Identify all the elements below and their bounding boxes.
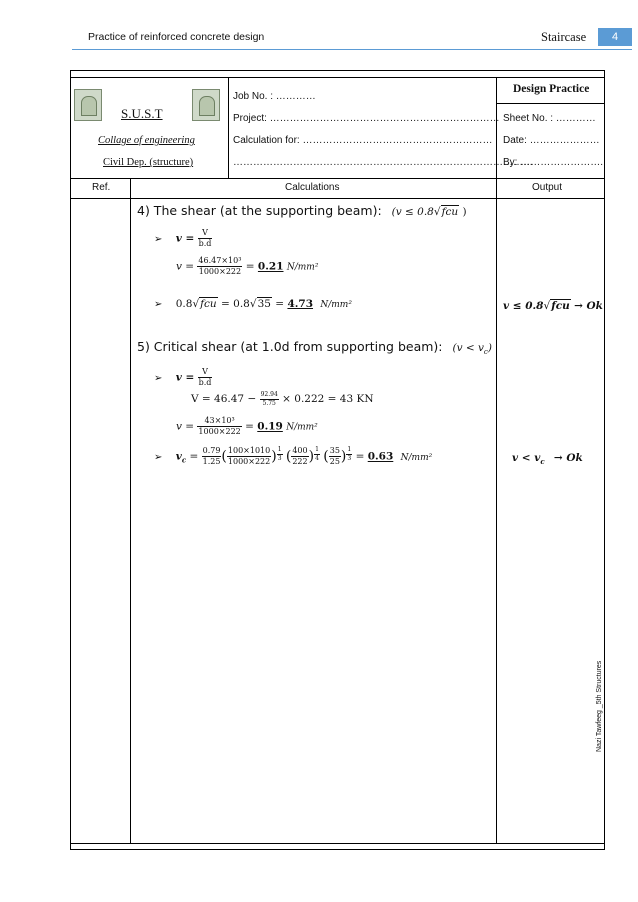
frac-den: 1000×222 bbox=[198, 267, 242, 276]
bullet-arrow-icon: ➢ bbox=[154, 451, 163, 463]
frac-num: 35 bbox=[329, 446, 340, 455]
output-lhs: v < v bbox=[512, 452, 541, 464]
frac-den: 1000×222 bbox=[227, 457, 271, 466]
v-symbol: v = bbox=[175, 371, 195, 384]
frac-den: 1000×222 bbox=[198, 427, 241, 436]
frac-den: b.d bbox=[198, 378, 212, 387]
equals: = bbox=[245, 420, 254, 433]
department-name: Civil Dep. (structure) bbox=[103, 157, 194, 168]
ref-column-divider bbox=[130, 178, 131, 843]
equals: = bbox=[245, 260, 255, 273]
vc-sub: c bbox=[181, 455, 187, 465]
concrete-shear-capacity: ➢ $v_c$ = $\frac{0.79}{1.25}$ ( $\frac{100\times 1010}{1000\times 222}$ ) $\frac{1}{3}$ ( $\frac{400}{222}$ ) $\frac{1}{4}$ ( $\frac{35}{25}$ ) $\frac{1}{3}$ = 0.63 N/mm² bbox=[154, 446, 433, 466]
output-rhs: → Ok bbox=[574, 300, 603, 312]
section-4-title bbox=[137, 203, 467, 218]
condition-end: ) bbox=[462, 206, 467, 218]
shear-formula bbox=[154, 228, 212, 249]
calc-lhs: v = bbox=[176, 260, 195, 273]
frac-den: 1.25 bbox=[202, 457, 221, 466]
coef: 0.8 bbox=[175, 298, 193, 310]
section-5-condition bbox=[452, 342, 492, 357]
output-shear-ok: v ≤ 0.8√fcu → Ok bbox=[503, 300, 603, 312]
title-divider-1 bbox=[228, 77, 229, 178]
title-block-rule bbox=[70, 178, 605, 179]
section-5-title-text: 5) Critical shear (at 1.0d from supporting beam): bbox=[137, 339, 443, 354]
frac-den: 25 bbox=[329, 457, 340, 466]
date-field: Date: ………………… bbox=[503, 135, 600, 146]
condition-text: (v < v bbox=[452, 342, 484, 354]
output-column-divider bbox=[496, 178, 497, 843]
vc-symbol: v bbox=[175, 450, 182, 463]
critical-shear-formula bbox=[154, 367, 212, 388]
section-4-title-text: 4) The shear (at the supporting beam): bbox=[137, 203, 382, 218]
frac-num: 0.79 bbox=[202, 446, 221, 455]
section-4-condition: (v ≤ 0.8√fcu ) bbox=[391, 206, 467, 218]
V-lhs: V = 46.47 − bbox=[191, 393, 257, 405]
frame-top-rule bbox=[70, 77, 605, 78]
ref-column-header: Ref. bbox=[92, 182, 111, 193]
header-section: Staircase bbox=[541, 30, 587, 44]
unit: N/mm² bbox=[286, 422, 318, 433]
university-logo-right bbox=[192, 89, 220, 121]
calculation-line: ……………………………………………………………………………… bbox=[233, 157, 533, 168]
critical-shear-result: 0.19 bbox=[257, 420, 283, 433]
condition-sub: c bbox=[483, 348, 488, 357]
unit: N/mm² bbox=[286, 262, 319, 273]
bullet-arrow-icon: ➢ bbox=[154, 372, 163, 384]
exp-num: 1 bbox=[277, 446, 282, 453]
equals: = bbox=[355, 450, 365, 463]
allowable-shear-check: ➢ 0.8√fcu = 0.8√35 = 4.73 N/mm² bbox=[154, 298, 352, 310]
bullet-arrow-icon: ➢ bbox=[154, 233, 163, 245]
page-number: 4 bbox=[598, 28, 632, 46]
condition-lhs: (v ≤ 0.8 bbox=[391, 206, 434, 218]
org-name: S.U.S.T bbox=[121, 106, 163, 121]
header-title: Practice of reinforced concrete design bbox=[88, 31, 265, 43]
output-rhs: → Ok bbox=[553, 452, 583, 464]
vc-result: 0.63 bbox=[367, 450, 394, 463]
frac-num: 92.94 bbox=[260, 391, 278, 398]
output-radicand: fcu bbox=[551, 300, 570, 312]
equals: = bbox=[189, 450, 199, 463]
output-column-header: Output bbox=[532, 182, 563, 193]
column-header-rule bbox=[70, 198, 605, 199]
design-practice-label: Design Practice bbox=[513, 83, 590, 95]
critical-shear-calculation bbox=[176, 416, 318, 437]
shear-result: 0.21 bbox=[257, 260, 284, 273]
shear-force-calculation bbox=[191, 391, 374, 407]
header-rule bbox=[72, 49, 632, 50]
frac-num: 100×1010 bbox=[227, 446, 271, 455]
exp-den: 3 bbox=[277, 454, 282, 462]
sheet-no-field: Sheet No. : ………… bbox=[503, 113, 596, 124]
radicand-2: 35 bbox=[257, 298, 271, 310]
frac-den: 222 bbox=[292, 457, 308, 466]
design-practice-rule bbox=[496, 103, 605, 104]
college-name: Collage of engineering bbox=[98, 135, 195, 146]
exp-num: 1 bbox=[315, 446, 319, 453]
section-5-title bbox=[137, 339, 492, 356]
frac-num: 43×10³ bbox=[197, 416, 241, 427]
radicand: fcu bbox=[200, 298, 217, 310]
bullet-arrow-icon: ➢ bbox=[154, 299, 163, 310]
frac-num: 400 bbox=[292, 446, 308, 455]
frac-num: 46.47×10³ bbox=[198, 256, 242, 265]
university-logo-left bbox=[74, 89, 102, 121]
job-no-field: Job No. : ………… bbox=[233, 91, 316, 102]
output-sub: c bbox=[540, 457, 545, 467]
project-field: Project: …………………………………………………………… bbox=[233, 113, 500, 124]
mid: = 0.8 bbox=[221, 298, 250, 310]
allowable-result: 4.73 bbox=[287, 298, 314, 310]
by-field: By: ……………………. bbox=[503, 157, 604, 168]
unit: N/mm² bbox=[400, 452, 433, 463]
frac-num: V bbox=[198, 367, 213, 378]
exp-num: 1 bbox=[347, 446, 352, 453]
exp-den: 3 bbox=[347, 454, 352, 462]
v-symbol: v = bbox=[175, 232, 195, 245]
frame-bottom-rule bbox=[70, 843, 605, 844]
condition-radicand: fcu bbox=[441, 206, 459, 218]
equals: = bbox=[275, 298, 285, 310]
output-critical-shear-ok bbox=[512, 452, 583, 466]
exp-den: 4 bbox=[315, 454, 319, 462]
calc-lhs: v = bbox=[176, 420, 195, 433]
V-rhs: × 0.222 = 43 KN bbox=[282, 393, 374, 405]
frac-den: b.d bbox=[198, 239, 212, 248]
frac-den: 5.75 bbox=[262, 399, 276, 407]
frac-num: V bbox=[198, 228, 213, 239]
output-lhs: v ≤ 0.8 bbox=[503, 300, 544, 312]
shear-calculation bbox=[176, 256, 318, 277]
calculations-column-header: Calculations bbox=[285, 182, 340, 193]
calculation-for-field: Calculation for: ………………………………………………… bbox=[233, 135, 493, 146]
side-credit: Nazi Tawfeeg _5th Structures bbox=[596, 660, 603, 752]
unit: N/mm² bbox=[320, 300, 352, 310]
condition-end: ) bbox=[487, 342, 492, 354]
